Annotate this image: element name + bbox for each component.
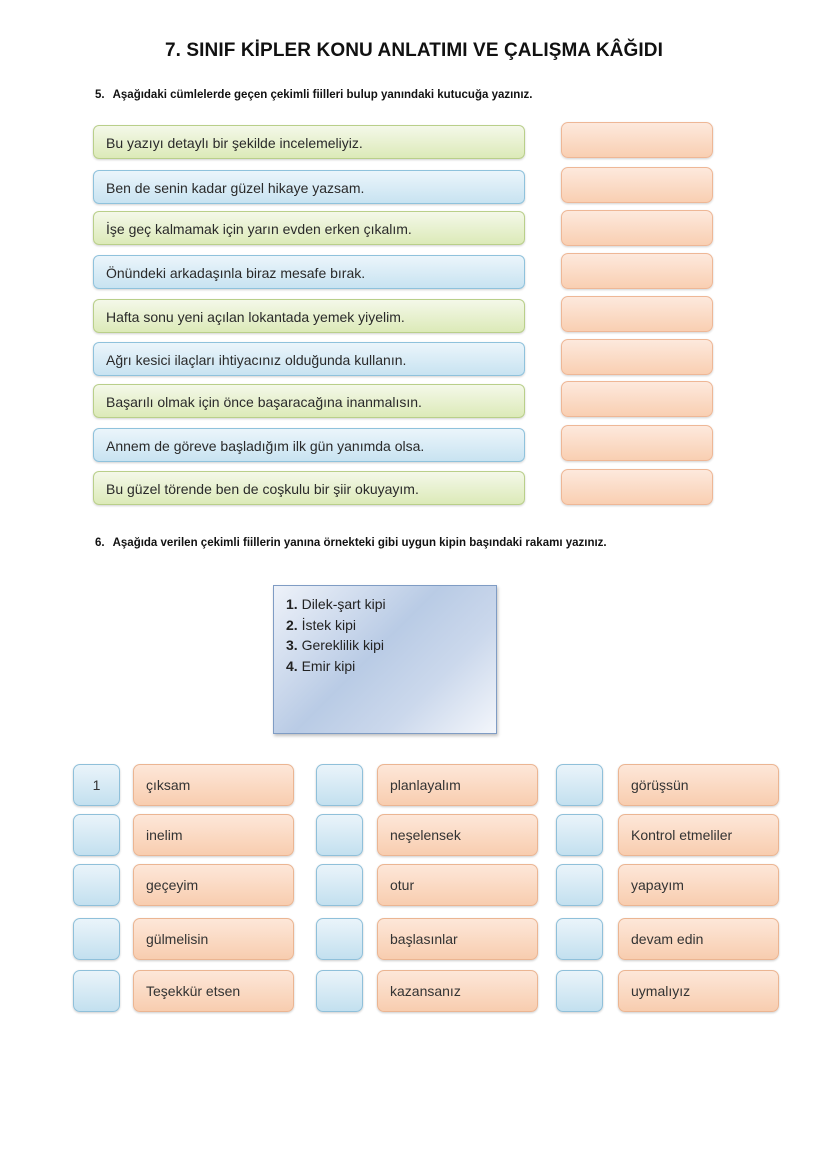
- verb-box: planlayalım: [377, 764, 538, 806]
- answer-box-9[interactable]: [561, 469, 713, 505]
- question-5-text: Aşağıdaki cümlelerde geçen çekimli fiilleri bulup yanındaki kutucuğa yazınız.: [112, 89, 533, 101]
- sentence-box-5: Hafta sonu yeni açılan lokantada yemek yiyelim.: [93, 299, 525, 333]
- question-5-number: 5.: [95, 89, 105, 101]
- answer-box-8[interactable]: [561, 425, 713, 461]
- number-box[interactable]: [73, 970, 120, 1012]
- answer-box-3[interactable]: [561, 210, 713, 246]
- sentence-box-8: Annem de göreve başladığım ilk gün yanımda olsa.: [93, 428, 525, 462]
- verb-box: devam edin: [618, 918, 779, 960]
- verb-box: çıksam: [133, 764, 294, 806]
- verb-box: Kontrol etmeliler: [618, 814, 779, 856]
- answer-box-1[interactable]: [561, 122, 713, 158]
- sentence-box-4: Önündeki arkadaşınla biraz mesafe bırak.: [93, 255, 525, 289]
- number-box[interactable]: [556, 970, 603, 1012]
- number-box[interactable]: [556, 814, 603, 856]
- number-box[interactable]: [316, 764, 363, 806]
- number-box[interactable]: [316, 864, 363, 906]
- sentence-box-2: Ben de senin kadar güzel hikaye yazsam.: [93, 170, 525, 204]
- verb-box: gülmelisin: [133, 918, 294, 960]
- page-title: 7. SINIF KİPLER KONU ANLATIMI VE ÇALIŞMA KÂĞIDI: [164, 40, 663, 61]
- question-6-text: Aşağıda verilen çekimli fiillerin yanına örnekteki gibi uygun kipin başındaki rakamı yazınız.: [112, 537, 607, 549]
- legend-item: 4. Emir kipi: [286, 657, 356, 674]
- answer-box-7[interactable]: [561, 381, 713, 417]
- number-box[interactable]: [73, 864, 120, 906]
- number-box[interactable]: [556, 764, 603, 806]
- number-box[interactable]: [556, 864, 603, 906]
- number-box[interactable]: [556, 918, 603, 960]
- number-box[interactable]: [73, 918, 120, 960]
- mood-legend-box: [273, 585, 497, 734]
- verb-box: Teşekkür etsen: [133, 970, 294, 1012]
- verb-box: görüşsün: [618, 764, 779, 806]
- sentence-box-3: İşe geç kalmamak için yarın evden erken çıkalım.: [93, 211, 525, 245]
- question-6-number: 6.: [95, 537, 105, 549]
- number-box[interactable]: [316, 814, 363, 856]
- sentence-box-9: Bu güzel törende ben de coşkulu bir şiir okuyayım.: [93, 471, 525, 505]
- question-6-instruction: [95, 537, 607, 549]
- number-box[interactable]: [73, 814, 120, 856]
- verb-box: başlasınlar: [377, 918, 538, 960]
- sentence-box-6: Ağrı kesici ilaçları ihtiyacınız olduğunda kullanın.: [93, 342, 525, 376]
- verb-box: geçeyim: [133, 864, 294, 906]
- question-5-instruction: [95, 89, 532, 101]
- legend-item: 1. Dilek-şart kipi: [286, 596, 386, 612]
- answer-box-2[interactable]: [561, 167, 713, 203]
- number-box[interactable]: [316, 970, 363, 1012]
- verb-box: yapayım: [618, 864, 779, 906]
- verb-box: uymalıyız: [618, 970, 779, 1012]
- sentence-box-7: Başarılı olmak için önce başaracağına inanmalısın.: [93, 384, 525, 418]
- verb-box: otur: [377, 864, 538, 906]
- number-box[interactable]: [316, 918, 363, 960]
- answer-box-5[interactable]: [561, 296, 713, 332]
- number-box[interactable]: 1: [73, 764, 120, 806]
- legend-item: 2. İstek kipi: [286, 616, 357, 633]
- verb-box: inelim: [133, 814, 294, 856]
- legend-item: 3. Gereklilik kipi: [286, 637, 385, 653]
- sentence-box-1: Bu yazıyı detaylı bir şekilde incelemeliyiz.: [93, 125, 525, 159]
- verb-box: kazansanız: [377, 970, 538, 1012]
- answer-box-6[interactable]: [561, 339, 713, 375]
- verb-box: neşelensek: [377, 814, 538, 856]
- answer-box-4[interactable]: [561, 253, 713, 289]
